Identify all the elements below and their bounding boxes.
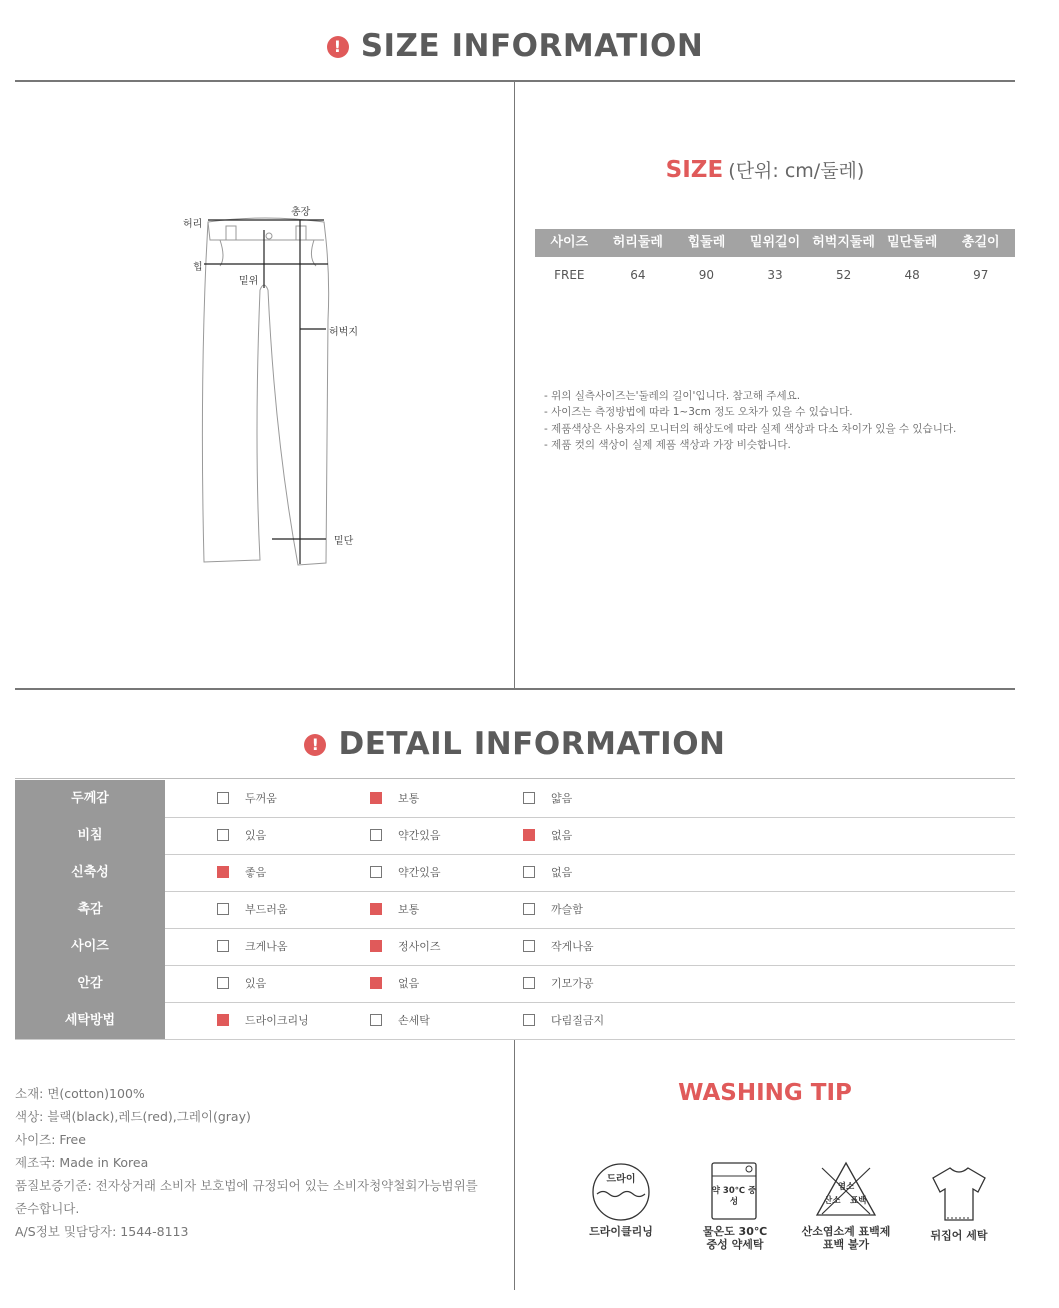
option-label: 없음 (551, 866, 573, 879)
divider (514, 1040, 515, 1290)
wash-30-icon (711, 1162, 757, 1224)
total-length-label: 총장 (291, 207, 311, 218)
option-label: 약간있음 (398, 866, 441, 879)
table-cell: 97 (973, 268, 989, 282)
checkbox[interactable] (523, 903, 535, 915)
checkbox[interactable] (217, 829, 229, 841)
column-header: 사이즈 (550, 235, 589, 250)
hip-label: 힙 (193, 262, 203, 273)
checkbox[interactable] (370, 792, 382, 804)
checkbox[interactable] (217, 903, 229, 915)
checkbox[interactable] (370, 903, 382, 915)
info-material: 소재: 면(cotton)100% (15, 1086, 145, 1101)
column-header: 힙둘레 (687, 235, 726, 250)
checkbox[interactable] (370, 1014, 382, 1026)
column-header: 밑단둘레 (887, 235, 938, 250)
option-label: 약간있음 (398, 829, 441, 842)
note-line: - 사이즈는 측정방법에 따라 1~3cm 정도 오차가 있을 수 있습니다. (544, 406, 853, 419)
detail-title-text: DETAIL INFORMATION (338, 726, 726, 762)
option-label: 있음 (245, 829, 267, 842)
checkbox[interactable] (217, 866, 229, 878)
option-label: 있음 (245, 977, 267, 990)
note-line: - 제품 컷의 색상이 실제 제품 색상과 가장 비슷합니다. (544, 438, 791, 451)
option-label: 드라이크리닝 (245, 1014, 309, 1027)
option-label: 까슬함 (551, 903, 583, 916)
detail-row (15, 965, 1015, 1003)
pants-diagram (180, 200, 380, 580)
no-bleach-label-line2: 표백 불가 (822, 1238, 870, 1251)
no-bleach-label-line1: 산소염소계 표백제 (801, 1225, 891, 1238)
divider (15, 778, 1015, 779)
checkbox[interactable] (523, 1014, 535, 1026)
waist-label: 허리 (183, 219, 203, 230)
detail-row (15, 854, 1015, 892)
unit-note: (단위: cm/둘레) (728, 160, 865, 182)
info-as: A/S정보 및담당자: 1544-8113 (15, 1224, 189, 1239)
option-label: 보통 (398, 792, 420, 805)
detail-row-label: 비침 (15, 817, 165, 854)
table-cell: 64 (630, 268, 646, 282)
detail-row-label: 사이즈 (15, 928, 165, 965)
detail-row (15, 928, 1015, 966)
column-header: 허벅지둘레 (812, 235, 875, 250)
wash-30-label (690, 1225, 780, 1251)
option-label: 부드러움 (245, 903, 288, 916)
checkbox[interactable] (523, 829, 535, 841)
wash-30-label-line1: 물온도 30℃ (702, 1225, 768, 1238)
no-bleach-inner-2: 산소 (824, 1196, 841, 1206)
no-bleach-inner-3: 표백 (850, 1196, 867, 1206)
alert-icon: ! (304, 734, 326, 756)
info-warranty-cont: 준수합니다. (15, 1201, 80, 1216)
size-table-header (535, 229, 1015, 257)
rise-label: 밑위 (239, 276, 259, 287)
checkbox[interactable] (523, 977, 535, 989)
option-label: 보통 (398, 903, 420, 916)
detail-row-label: 세탁방법 (15, 1002, 165, 1039)
pants-icon (180, 200, 380, 580)
checkbox[interactable] (217, 792, 229, 804)
note-line: - 위의 실측사이즈는'둘레의 길이'입니다. 참고해 주세요. (544, 390, 801, 402)
detail-row-label: 안감 (15, 965, 165, 1002)
detail-row (15, 817, 1015, 855)
option-label: 좋음 (245, 866, 267, 879)
no-bleach-inner-1: 염소 (837, 1182, 855, 1192)
no-bleach-label (796, 1225, 896, 1251)
size-heading (515, 156, 1015, 183)
wash-30-label-line2: 중성 약세탁 (706, 1238, 764, 1251)
note-line: - 제품색상은 사용자의 모니터의 해상도에 따라 실제 색상과 다소 차이가 있을 수 있습니다. (544, 422, 957, 435)
thigh-label: 허벅지 (329, 327, 358, 338)
detail-row (15, 1002, 1015, 1040)
size-notes (544, 388, 956, 453)
divider (15, 688, 1015, 690)
checkbox[interactable] (217, 1014, 229, 1026)
size-title-text: SIZE INFORMATION (360, 28, 704, 64)
option-label: 없음 (551, 829, 573, 842)
detail-row-label: 신축성 (15, 854, 165, 891)
info-warranty: 품질보증기준: 전자상거래 소비자 보호법에 규정되어 있는 소비자청약철회가능범위를 (15, 1178, 478, 1193)
table-row (535, 262, 1015, 288)
column-header: 허리둘레 (612, 235, 663, 250)
checkbox[interactable] (523, 792, 535, 804)
option-label: 다림질금지 (551, 1014, 605, 1027)
checkbox[interactable] (370, 940, 382, 952)
checkbox[interactable] (217, 977, 229, 989)
checkbox[interactable] (523, 940, 535, 952)
column-header: 총길이 (961, 235, 1000, 250)
checkbox[interactable] (370, 829, 382, 841)
dry-clean-label: 드라이클리닝 (589, 1225, 653, 1238)
divider (15, 80, 1015, 82)
table-cell: 90 (698, 268, 715, 282)
size-heading-label: SIZE (665, 157, 724, 183)
detail-row (15, 891, 1015, 929)
table-cell: 52 (835, 268, 852, 282)
size-section-title (0, 28, 1030, 64)
option-label: 손세탁 (398, 1014, 430, 1027)
no-bleach-icon (814, 1160, 878, 1222)
detail-section-title (0, 726, 1030, 762)
option-label: 정사이즈 (398, 940, 441, 953)
wash-30-inner-text: 약 30℃ 중성 (711, 1186, 757, 1207)
detail-row-label: 촉감 (15, 891, 165, 928)
column-header: 밑위길이 (749, 235, 801, 250)
detail-row-label: 두께감 (15, 780, 165, 817)
checkbox[interactable] (370, 866, 382, 878)
option-label: 기모가공 (551, 977, 594, 990)
checkbox[interactable] (217, 940, 229, 952)
info-size: 사이즈: Free (15, 1132, 86, 1147)
checkbox[interactable] (523, 866, 535, 878)
option-label: 작게나옴 (551, 940, 594, 953)
dry-clean-inner-text: 드라이 (606, 1174, 636, 1185)
detail-row (15, 780, 1015, 818)
inside-out-icon (930, 1164, 988, 1226)
info-origin: 제조국: Made in Korea (15, 1155, 149, 1170)
option-label: 크게나옴 (245, 940, 288, 953)
table-cell: FREE (554, 268, 585, 282)
table-cell: 33 (767, 268, 783, 282)
option-label: 두꺼움 (245, 792, 277, 805)
dry-clean-icon (591, 1162, 651, 1226)
alert-icon: ! (327, 36, 349, 58)
table-cell: 48 (904, 268, 920, 282)
washing-tip-title: WASHING TIP (678, 1080, 852, 1106)
info-color: 색상: 블랙(black),레드(red),그레이(gray) (15, 1109, 251, 1124)
inside-out-label: 뒤집어 세탁 (930, 1229, 988, 1242)
option-label: 얇음 (551, 792, 573, 805)
hem-label: 밑단 (334, 536, 354, 547)
option-label: 없음 (398, 977, 420, 990)
product-info (15, 1082, 510, 1243)
checkbox[interactable] (370, 977, 382, 989)
